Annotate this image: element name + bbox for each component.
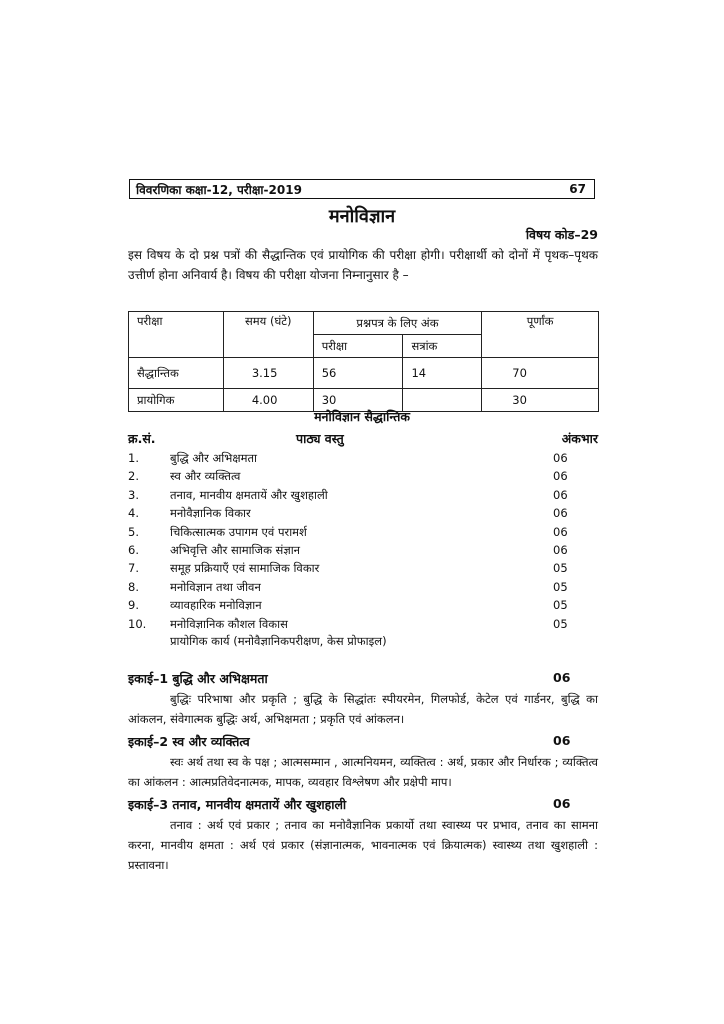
- topic-number: 5.: [128, 524, 139, 539]
- topic-name: बुद्धि और अभिक्षमता: [170, 451, 258, 465]
- subheader-sessional: सत्रांक: [403, 335, 482, 358]
- header-marks: अंकभार: [561, 431, 598, 446]
- section-title: मनोविज्ञान सैद्धान्तिक: [314, 409, 410, 424]
- unit-2-body: स्वः अर्थ तथा स्व के पक्ष ; आत्मसम्मान , आत्मनियमन, व्यक्तित्व : अर्थ, प्रकार और निर्धारक ; व्यक्तित्व का आंकलन : आत्मप्रतिवेदनात्मक, मापक, व्यवहार विश्लेषण और प्रक्षेपी माप।: [128, 755, 598, 789]
- unit-2-heading: [128, 733, 598, 751]
- table-header-row: [129, 312, 599, 335]
- list-item: [128, 488, 598, 506]
- unit-marks: 06: [553, 733, 571, 748]
- topic-number: 8.: [128, 579, 139, 594]
- table-row: [129, 358, 599, 389]
- unit-title: इकाई–3 तनाव, मानवीय क्षमतायें और खुशहाली: [128, 797, 347, 812]
- list-item: [128, 543, 598, 561]
- topic-marks: 05: [553, 598, 568, 613]
- topic-number: 9.: [128, 598, 139, 613]
- header-title: विवरणिका कक्षा-12, परीक्षा-2019: [136, 182, 302, 197]
- cell-exam-marks: 30: [313, 389, 403, 412]
- header-sno: क्र.सं.: [128, 431, 156, 446]
- page-number: 67: [569, 182, 586, 196]
- topic-number: 10.: [128, 616, 147, 631]
- cell-time: 4.00: [223, 389, 313, 412]
- cell-exam-marks: 56: [313, 358, 403, 389]
- topic-marks: 06: [553, 542, 568, 557]
- subject-code: विषय कोड–29: [525, 227, 598, 242]
- topic-number: 1.: [128, 451, 139, 465]
- list-item: [128, 580, 598, 598]
- topic-number: 2.: [128, 469, 139, 484]
- unit-marks: 06: [553, 670, 571, 685]
- topic-number: 7.: [128, 561, 139, 576]
- topic-name: अभिवृत्ति और सामाजिक संज्ञान: [170, 542, 301, 557]
- topic-marks: 05: [553, 579, 568, 594]
- topic-list: [128, 451, 598, 635]
- list-item: [128, 561, 598, 579]
- unit-title: इकाई–1 बुद्धि और अभिक्षमता: [128, 671, 268, 686]
- exam-scheme-table: [128, 311, 599, 412]
- header-time: समय (घंटे): [223, 312, 313, 358]
- list-item: [128, 617, 598, 635]
- unit-1-body: बुद्धिः परिभाषा और प्रकृति ; बुद्धि के सिद्धांतः स्पीयरमेन, गिलफोर्ड, केटेल एवं गार्डनर, बुद्धि का आंकलन, संवेगात्मक बुद्धिः अर्थ, अभिक्षमता ; प्रकृति एवं आंकलन।: [128, 692, 598, 726]
- cell-exam: प्रायोगिक: [129, 389, 224, 412]
- topic-name: चिकित्सात्मक उपागम एवं परामर्श: [170, 524, 307, 539]
- unit-3-body: तनाव : अर्थ एवं प्रकार ; तनाव का मनोवैज्ञानिक प्रकार्यो तथा स्वास्थ्य पर प्रभाव, तनाव का सामना करना, मानवीय क्षमता : अर्थ एवं प्रकार (संज्ञानात्मक, भावनात्मक एवं क्रियात्मक) स्वास्थ्य तथा खुशहाली : प्रस्तावना।: [128, 818, 598, 872]
- topic-name: तनाव, मानवीय क्षमतायें और खुशहाली: [170, 487, 328, 502]
- unit-title: इकाई–2 स्व और व्यक्तित्व: [128, 734, 250, 749]
- header-total: पूर्णांक: [482, 312, 599, 358]
- topic-marks: 06: [553, 506, 568, 521]
- cell-total: 70: [482, 358, 599, 389]
- cell-sessional: 14: [403, 358, 482, 389]
- topic-name: व्यावहारिक मनोविज्ञान: [170, 598, 262, 613]
- running-header: [129, 179, 595, 199]
- topic-number: 4.: [128, 506, 139, 521]
- topic-name: मनोविज्ञान तथा जीवन: [170, 579, 261, 594]
- topic-number: 6.: [128, 542, 139, 557]
- header-marks-group: प्रश्नपत्र के लिए अंक: [313, 312, 482, 335]
- header-exam: परीक्षा: [129, 312, 224, 358]
- list-item: [128, 598, 598, 616]
- topic-name: मनोविज्ञानिक कौशल विकास: [170, 616, 288, 631]
- list-item: [128, 506, 598, 524]
- page-title: मनोविज्ञान: [328, 206, 396, 227]
- cell-exam: सैद्धान्तिक: [129, 358, 224, 389]
- topic-list-header: [128, 430, 598, 448]
- topic-name: मनोवैज्ञानिक विकार: [170, 506, 251, 521]
- list-item: [128, 451, 598, 469]
- subheader-exam-marks: परीक्षा: [313, 335, 403, 358]
- unit-1-heading: [128, 670, 598, 688]
- topic-marks: 05: [553, 561, 568, 576]
- cell-time: 3.15: [223, 358, 313, 389]
- cell-total: 30: [482, 389, 599, 412]
- practical-note: प्रायोगिक कार्य (मनोवैज्ञानिकपरीक्षण, केस प्रोफाइल): [170, 634, 387, 648]
- topic-marks: 06: [553, 451, 568, 465]
- topic-marks: 06: [553, 487, 568, 502]
- topic-number: 3.: [128, 487, 139, 502]
- topic-marks: 06: [553, 469, 568, 484]
- header-content: पाठ्य वस्तु: [296, 431, 344, 446]
- topic-marks: 06: [553, 524, 568, 539]
- list-item: [128, 469, 598, 487]
- list-item: [128, 525, 598, 543]
- topic-name: स्व और व्यक्तित्व: [170, 469, 241, 484]
- unit-3-heading: [128, 796, 598, 814]
- intro-paragraph: इस विषय के दो प्रश्न पत्रों की सैद्धान्तिक एवं प्रायोगिक की परीक्षा होगी। परीक्षार्थी को दोनों में पृथक–पृथक उत्तीर्ण होना अनिवार्य है। विषय की परीक्षा योजना निम्नानुसार है –: [128, 248, 598, 282]
- topic-name: समूह प्रक्रियाएँ एवं सामाजिक विकार: [170, 561, 320, 576]
- topic-marks: 05: [553, 616, 568, 631]
- unit-marks: 06: [553, 796, 571, 811]
